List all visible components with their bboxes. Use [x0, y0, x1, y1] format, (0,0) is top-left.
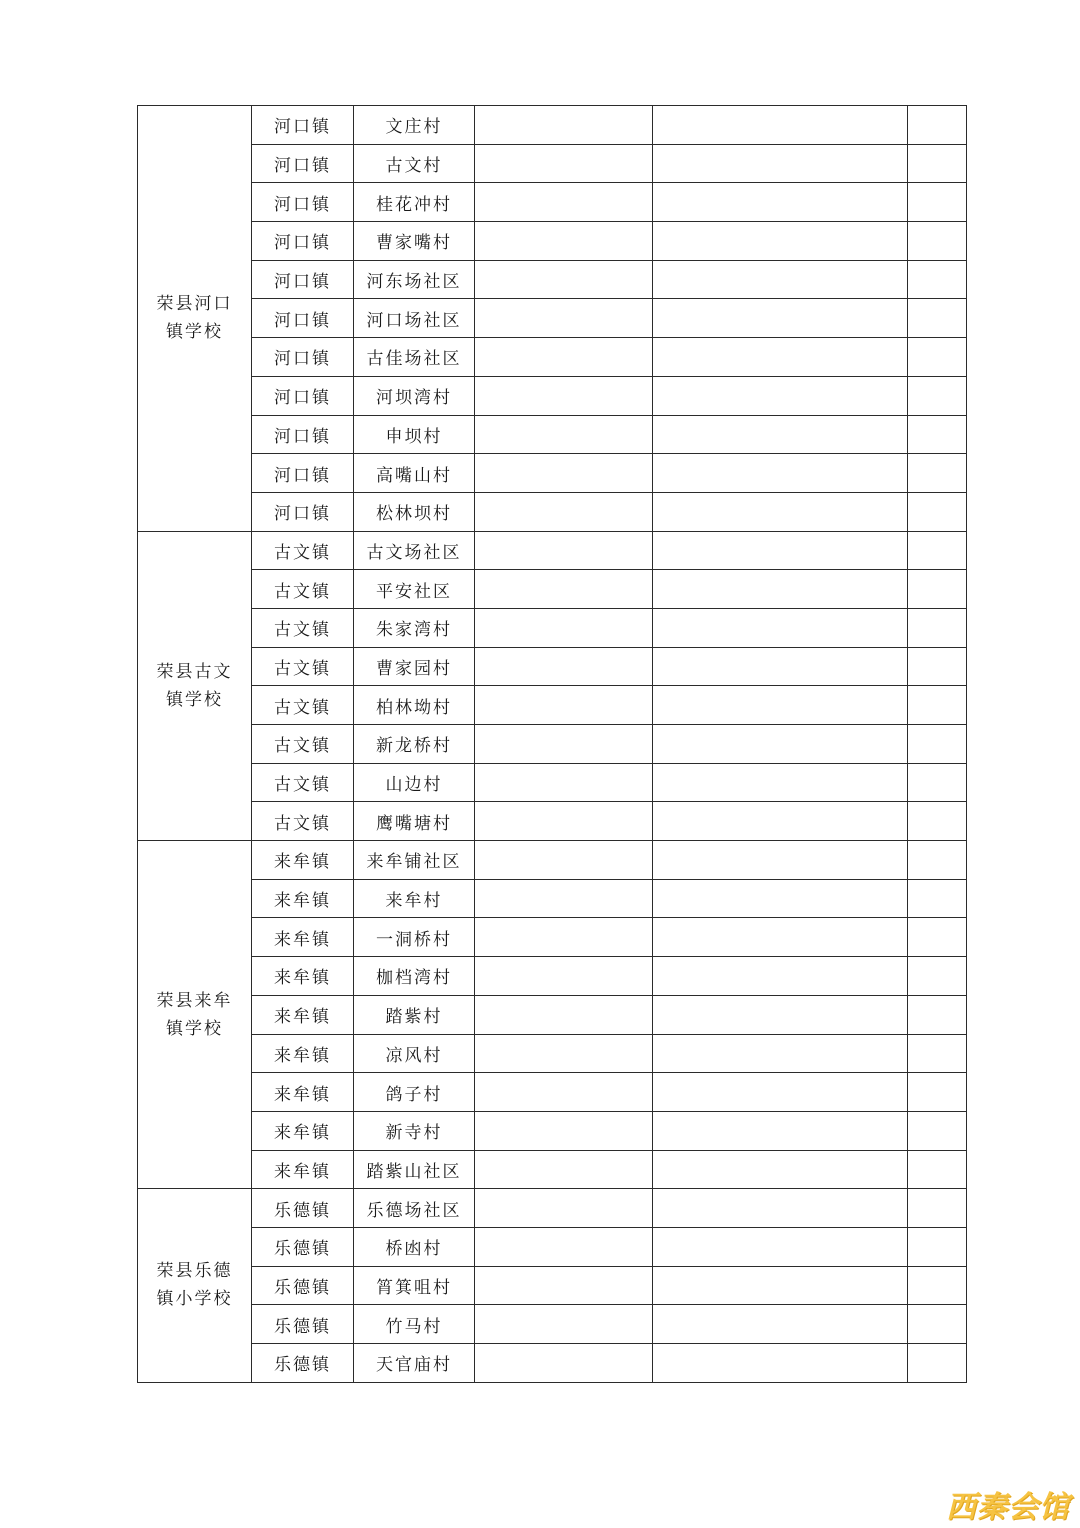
empty-cell [475, 454, 653, 493]
town-cell: 来牟镇 [252, 918, 354, 957]
village-cell: 河东场社区 [354, 260, 475, 299]
town-cell: 古文镇 [252, 802, 354, 841]
empty-cell [653, 1344, 908, 1383]
empty-cell [475, 492, 653, 531]
empty-cell [475, 608, 653, 647]
table-row [138, 763, 967, 802]
empty-cell [653, 1111, 908, 1150]
empty-cell [908, 1266, 967, 1305]
table-row [138, 1150, 967, 1189]
village-cell: 松林坝村 [354, 492, 475, 531]
village-cell: 踏紫村 [354, 995, 475, 1034]
empty-cell [653, 1189, 908, 1228]
table-row [138, 260, 967, 299]
empty-cell [475, 1266, 653, 1305]
town-cell: 河口镇 [252, 299, 354, 338]
empty-cell [653, 1034, 908, 1073]
village-cell: 乐德场社区 [354, 1189, 475, 1228]
village-cell: 山边村 [354, 763, 475, 802]
empty-cell [908, 454, 967, 493]
village-cell: 枷档湾村 [354, 957, 475, 996]
table-row [138, 1189, 967, 1228]
empty-cell [908, 106, 967, 145]
school-name-line: 荣县乐德 [156, 1261, 233, 1282]
town-cell: 乐德镇 [252, 1189, 354, 1228]
village-cell: 新寺村 [354, 1111, 475, 1150]
town-cell: 来牟镇 [252, 957, 354, 996]
town-cell: 来牟镇 [252, 1073, 354, 1112]
town-cell: 古文镇 [252, 647, 354, 686]
empty-cell [653, 531, 908, 570]
empty-cell [653, 841, 908, 880]
table-row [138, 995, 967, 1034]
empty-cell [475, 802, 653, 841]
empty-cell [908, 570, 967, 609]
table-row [138, 492, 967, 531]
village-cell: 踏紫山社区 [354, 1150, 475, 1189]
town-cell: 河口镇 [252, 144, 354, 183]
empty-cell [653, 763, 908, 802]
town-cell: 来牟镇 [252, 1034, 354, 1073]
table-row [138, 841, 967, 880]
empty-cell [653, 106, 908, 145]
empty-cell [475, 299, 653, 338]
village-cell: 新龙桥村 [354, 725, 475, 764]
village-cell: 古佳场社区 [354, 338, 475, 377]
empty-cell [908, 608, 967, 647]
town-cell: 河口镇 [252, 415, 354, 454]
empty-cell [653, 454, 908, 493]
table-row [138, 338, 967, 377]
table-row [138, 531, 967, 570]
empty-cell [908, 1305, 967, 1344]
town-cell: 乐德镇 [252, 1305, 354, 1344]
village-cell: 古文村 [354, 144, 475, 183]
town-cell: 来牟镇 [252, 1111, 354, 1150]
village-cell: 鸽子村 [354, 1073, 475, 1112]
empty-cell [653, 802, 908, 841]
empty-cell [653, 1073, 908, 1112]
empty-cell [475, 570, 653, 609]
empty-cell [475, 763, 653, 802]
empty-cell [653, 415, 908, 454]
village-cell: 桥凼村 [354, 1227, 475, 1266]
empty-cell [475, 841, 653, 880]
empty-cell [653, 260, 908, 299]
village-cell: 柏林坳村 [354, 686, 475, 725]
empty-cell [908, 802, 967, 841]
village-cell: 一洞桥村 [354, 918, 475, 957]
empty-cell [908, 1073, 967, 1112]
town-cell: 来牟镇 [252, 995, 354, 1034]
empty-cell [908, 531, 967, 570]
empty-cell [475, 415, 653, 454]
table-row [138, 376, 967, 415]
empty-cell [653, 1150, 908, 1189]
empty-cell [475, 531, 653, 570]
empty-cell [908, 144, 967, 183]
empty-cell [475, 260, 653, 299]
town-cell: 乐德镇 [252, 1266, 354, 1305]
town-cell: 河口镇 [252, 260, 354, 299]
empty-cell [908, 299, 967, 338]
school-name-cell [138, 531, 252, 841]
table-row [138, 918, 967, 957]
empty-cell [475, 725, 653, 764]
table-row [138, 1073, 967, 1112]
empty-cell [908, 763, 967, 802]
empty-cell [908, 338, 967, 377]
table-row [138, 415, 967, 454]
empty-cell [475, 957, 653, 996]
town-cell: 河口镇 [252, 492, 354, 531]
empty-cell [475, 106, 653, 145]
empty-cell [908, 1034, 967, 1073]
town-cell: 古文镇 [252, 608, 354, 647]
empty-cell [653, 1305, 908, 1344]
village-cell: 桂花冲村 [354, 183, 475, 222]
table-row [138, 144, 967, 183]
empty-cell [908, 376, 967, 415]
school-name-line: 镇小学校 [156, 1289, 233, 1310]
town-cell: 古文镇 [252, 686, 354, 725]
empty-cell [908, 1344, 967, 1383]
watermark-logo: 西秦会馆 [946, 1490, 1070, 1525]
empty-cell [908, 725, 967, 764]
empty-cell [653, 338, 908, 377]
table-row [138, 222, 967, 261]
school-name-line: 镇学校 [166, 322, 223, 343]
empty-cell [908, 918, 967, 957]
empty-cell [475, 376, 653, 415]
town-cell: 来牟镇 [252, 841, 354, 880]
empty-cell [475, 1150, 653, 1189]
empty-cell [653, 995, 908, 1034]
village-cell: 来牟铺社区 [354, 841, 475, 880]
empty-cell [908, 647, 967, 686]
table-row [138, 1344, 967, 1383]
empty-cell [908, 957, 967, 996]
table-row [138, 1227, 967, 1266]
empty-cell [908, 222, 967, 261]
town-cell: 来牟镇 [252, 879, 354, 918]
table-row [138, 183, 967, 222]
school-name-line: 荣县河口 [156, 294, 233, 315]
empty-cell [908, 1111, 967, 1150]
table-row [138, 1266, 967, 1305]
empty-cell [475, 1344, 653, 1383]
town-cell: 古文镇 [252, 725, 354, 764]
empty-cell [653, 222, 908, 261]
school-name-line: 荣县来牟 [156, 990, 233, 1011]
empty-cell [653, 1227, 908, 1266]
table-row [138, 1305, 967, 1344]
table-row [138, 570, 967, 609]
empty-cell [475, 144, 653, 183]
empty-cell [908, 492, 967, 531]
empty-cell [475, 1034, 653, 1073]
town-cell: 河口镇 [252, 338, 354, 377]
village-cell: 天官庙村 [354, 1344, 475, 1383]
village-cell: 平安社区 [354, 570, 475, 609]
empty-cell [475, 1189, 653, 1228]
table-row [138, 608, 967, 647]
school-name-cell [138, 106, 252, 532]
village-cell: 筲箕咀村 [354, 1266, 475, 1305]
village-cell: 古文场社区 [354, 531, 475, 570]
village-cell: 曹家园村 [354, 647, 475, 686]
empty-cell [475, 647, 653, 686]
town-cell: 河口镇 [252, 183, 354, 222]
town-cell: 来牟镇 [252, 1150, 354, 1189]
table-row [138, 725, 967, 764]
table-row [138, 299, 967, 338]
empty-cell [653, 686, 908, 725]
empty-cell [653, 570, 908, 609]
town-cell: 河口镇 [252, 376, 354, 415]
town-cell: 河口镇 [252, 222, 354, 261]
table-row [138, 802, 967, 841]
village-cell: 曹家嘴村 [354, 222, 475, 261]
empty-cell [653, 725, 908, 764]
school-name-line: 镇学校 [166, 689, 223, 710]
empty-cell [653, 376, 908, 415]
empty-cell [908, 183, 967, 222]
empty-cell [908, 1189, 967, 1228]
empty-cell [653, 1266, 908, 1305]
village-cell: 河坝湾村 [354, 376, 475, 415]
village-cell: 河口场社区 [354, 299, 475, 338]
village-cell: 文庄村 [354, 106, 475, 145]
town-cell: 古文镇 [252, 570, 354, 609]
school-district-table [137, 105, 967, 1383]
empty-cell [475, 338, 653, 377]
village-cell: 鹰嘴塘村 [354, 802, 475, 841]
school-name-cell [138, 841, 252, 1189]
empty-cell [908, 1150, 967, 1189]
town-cell: 乐德镇 [252, 1344, 354, 1383]
school-name-line: 荣县古文 [156, 661, 233, 682]
empty-cell [653, 647, 908, 686]
empty-cell [908, 995, 967, 1034]
empty-cell [908, 879, 967, 918]
table-row [138, 1111, 967, 1150]
village-cell: 凉风村 [354, 1034, 475, 1073]
school-name-line: 镇学校 [166, 1018, 223, 1039]
empty-cell [475, 1111, 653, 1150]
empty-cell [908, 260, 967, 299]
empty-cell [475, 995, 653, 1034]
village-cell: 来牟村 [354, 879, 475, 918]
town-cell: 古文镇 [252, 531, 354, 570]
empty-cell [653, 144, 908, 183]
empty-cell [653, 608, 908, 647]
empty-cell [475, 879, 653, 918]
table-row [138, 647, 967, 686]
table-row [138, 106, 967, 145]
empty-cell [653, 492, 908, 531]
empty-cell [908, 415, 967, 454]
empty-cell [475, 1073, 653, 1112]
table-row [138, 879, 967, 918]
village-cell: 申坝村 [354, 415, 475, 454]
empty-cell [908, 841, 967, 880]
empty-cell [475, 222, 653, 261]
table-body [138, 106, 967, 1383]
empty-cell [653, 299, 908, 338]
empty-cell [475, 686, 653, 725]
town-cell: 古文镇 [252, 763, 354, 802]
empty-cell [908, 686, 967, 725]
village-cell: 竹马村 [354, 1305, 475, 1344]
school-name-cell [138, 1189, 252, 1382]
empty-cell [475, 1227, 653, 1266]
village-cell: 朱家湾村 [354, 608, 475, 647]
empty-cell [653, 957, 908, 996]
table-row [138, 957, 967, 996]
empty-cell [653, 183, 908, 222]
empty-cell [653, 918, 908, 957]
table-row [138, 1034, 967, 1073]
town-cell: 河口镇 [252, 454, 354, 493]
table-row [138, 686, 967, 725]
empty-cell [475, 1305, 653, 1344]
empty-cell [475, 918, 653, 957]
empty-cell [653, 879, 908, 918]
empty-cell [475, 183, 653, 222]
village-cell: 高嘴山村 [354, 454, 475, 493]
town-cell: 河口镇 [252, 106, 354, 145]
empty-cell [908, 1227, 967, 1266]
table-row [138, 454, 967, 493]
town-cell: 乐德镇 [252, 1227, 354, 1266]
